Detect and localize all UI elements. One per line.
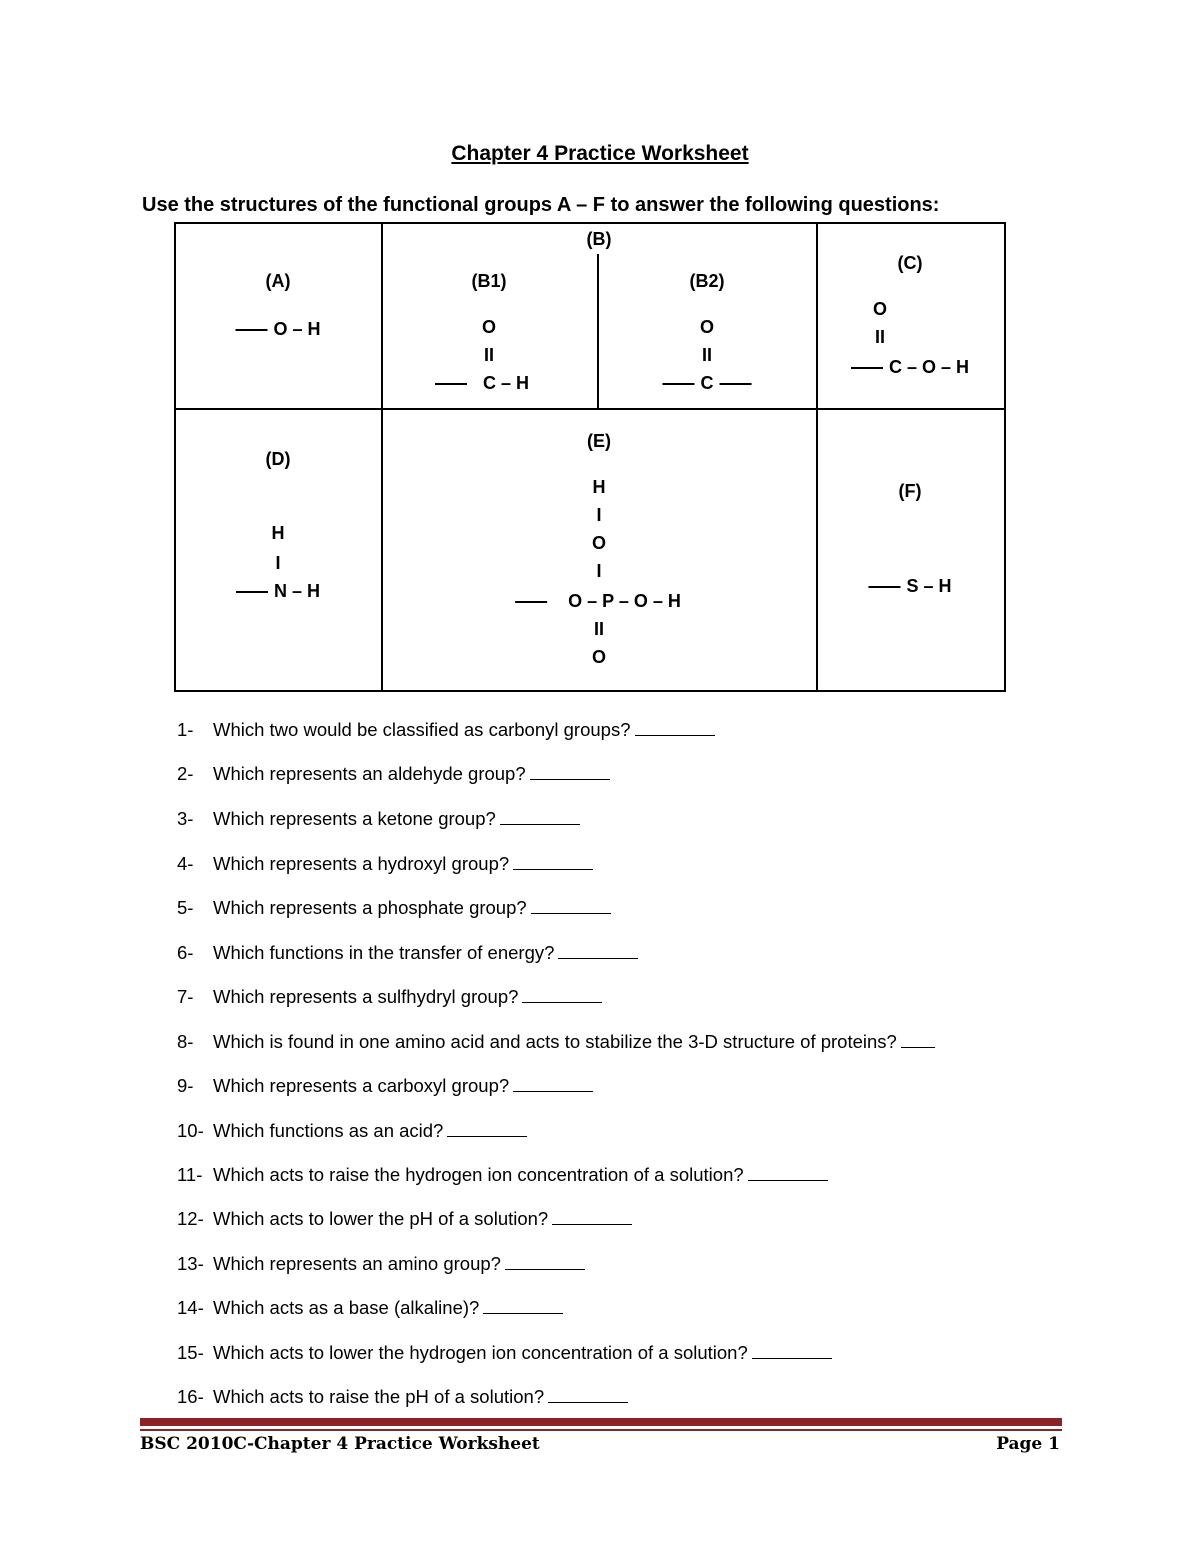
bond-dash — [720, 383, 752, 385]
question-item: 9- Which represents a carboxyl group? — [177, 1073, 593, 1098]
answer-blank[interactable] — [748, 1162, 828, 1181]
group-b1-double-bond: II — [483, 345, 495, 365]
question-item: 4- Which represents a hydroxyl group? — [177, 851, 593, 876]
group-e-row2: I — [596, 505, 602, 525]
question-item: 6- Which functions in the transfer of energy? — [177, 940, 638, 965]
group-e-row1: H — [592, 477, 606, 497]
answer-blank[interactable] — [530, 761, 610, 780]
group-b2-label: (B2) — [689, 271, 725, 291]
bond-dash — [851, 367, 883, 369]
question-item: 13- Which represents an amino group? — [177, 1251, 585, 1276]
cell-f — [816, 408, 1006, 692]
answer-blank[interactable] — [500, 806, 580, 825]
group-e-row6: II — [593, 619, 605, 639]
bond-dash — [663, 383, 695, 385]
answer-blank[interactable] — [552, 1206, 632, 1225]
question-item: 5- Which represents a phosphate group? — [177, 895, 611, 920]
answer-blank[interactable] — [513, 1073, 593, 1092]
bond-dash — [515, 601, 547, 603]
question-item: 8- Which is found in one amino acid and acts to stabilize the 3-D structure of proteins? — [177, 1029, 935, 1054]
instructions: Use the structures of the functional groups A – F to answer the following questions: — [142, 194, 940, 216]
page-title: Chapter 4 Practice Worksheet — [451, 142, 749, 165]
group-b1-oxygen: O — [481, 317, 497, 337]
answer-blank[interactable] — [505, 1251, 585, 1270]
question-item: 15- Which acts to lower the hydrogen ion concentration of a solution? — [177, 1340, 832, 1365]
footer-rule-thick — [140, 1418, 1062, 1426]
answer-blank[interactable] — [522, 984, 602, 1003]
answer-blank[interactable] — [447, 1118, 527, 1137]
group-e-row4: I — [596, 561, 602, 581]
answer-blank[interactable] — [901, 1029, 935, 1048]
bond-dash — [868, 586, 900, 588]
bond-dash — [435, 383, 467, 385]
group-b1-label: (B1) — [471, 271, 507, 291]
bond-dash — [235, 329, 267, 331]
answer-blank[interactable] — [531, 895, 611, 914]
group-b2-structure: C — [663, 372, 752, 394]
group-b1-structure: C – H — [435, 372, 529, 394]
group-d-bond: I — [275, 553, 281, 573]
group-e-structure: O – P – O – H — [515, 590, 681, 612]
question-item: 7- Which represents a sulfhydryl group? — [177, 984, 602, 1009]
group-c-label: (C) — [897, 253, 923, 273]
group-d-hydrogen: H — [271, 523, 285, 543]
group-d-structure: N – H — [236, 580, 320, 602]
group-e-row7: O — [591, 647, 607, 667]
group-b2-oxygen: O — [699, 317, 715, 337]
question-item: 14- Which acts as a base (alkaline)? — [177, 1295, 563, 1320]
bond-dash — [236, 591, 268, 593]
question-item: 3- Which represents a ketone group? — [177, 806, 580, 831]
answer-blank[interactable] — [483, 1295, 563, 1314]
group-e-row3: O — [591, 533, 607, 553]
group-f-structure: S – H — [868, 575, 951, 597]
b-divider — [597, 254, 599, 408]
question-item: 1- Which two would be classified as carbonyl groups? — [177, 717, 715, 742]
question-item: 11- Which acts to raise the hydrogen ion concentration of a solution? — [177, 1162, 828, 1187]
group-b2-double-bond: II — [701, 345, 713, 365]
answer-blank[interactable] — [558, 940, 638, 959]
question-item: 12- Which acts to lower the pH of a solution? — [177, 1206, 632, 1231]
answer-blank[interactable] — [752, 1340, 832, 1359]
answer-blank[interactable] — [548, 1384, 628, 1403]
question-item: 10- Which functions as an acid? — [177, 1118, 527, 1143]
footer-course-title: BSC 2010C-Chapter 4 Practice Worksheet — [140, 1434, 540, 1454]
answer-blank[interactable] — [635, 717, 715, 736]
footer-page-number: Page 1 — [996, 1434, 1060, 1454]
group-f-label: (F) — [898, 481, 922, 501]
group-c-oxygen: O — [872, 299, 888, 319]
group-a-label: (A) — [265, 271, 291, 291]
group-c-double-bond: II — [874, 327, 886, 347]
group-b-label: (B) — [586, 229, 612, 249]
group-e-label: (E) — [587, 431, 611, 451]
answer-blank[interactable] — [513, 851, 593, 870]
question-item: 2- Which represents an aldehyde group? — [177, 761, 610, 786]
question-item: 16- Which acts to raise the pH of a solution? — [177, 1384, 628, 1409]
cell-a — [174, 222, 383, 410]
footer-rule-thin — [140, 1429, 1062, 1431]
group-a-structure: O – H — [235, 318, 320, 340]
cell-c — [816, 222, 1006, 410]
group-d-label: (D) — [265, 449, 291, 469]
group-c-structure: C – O – H — [851, 356, 969, 378]
